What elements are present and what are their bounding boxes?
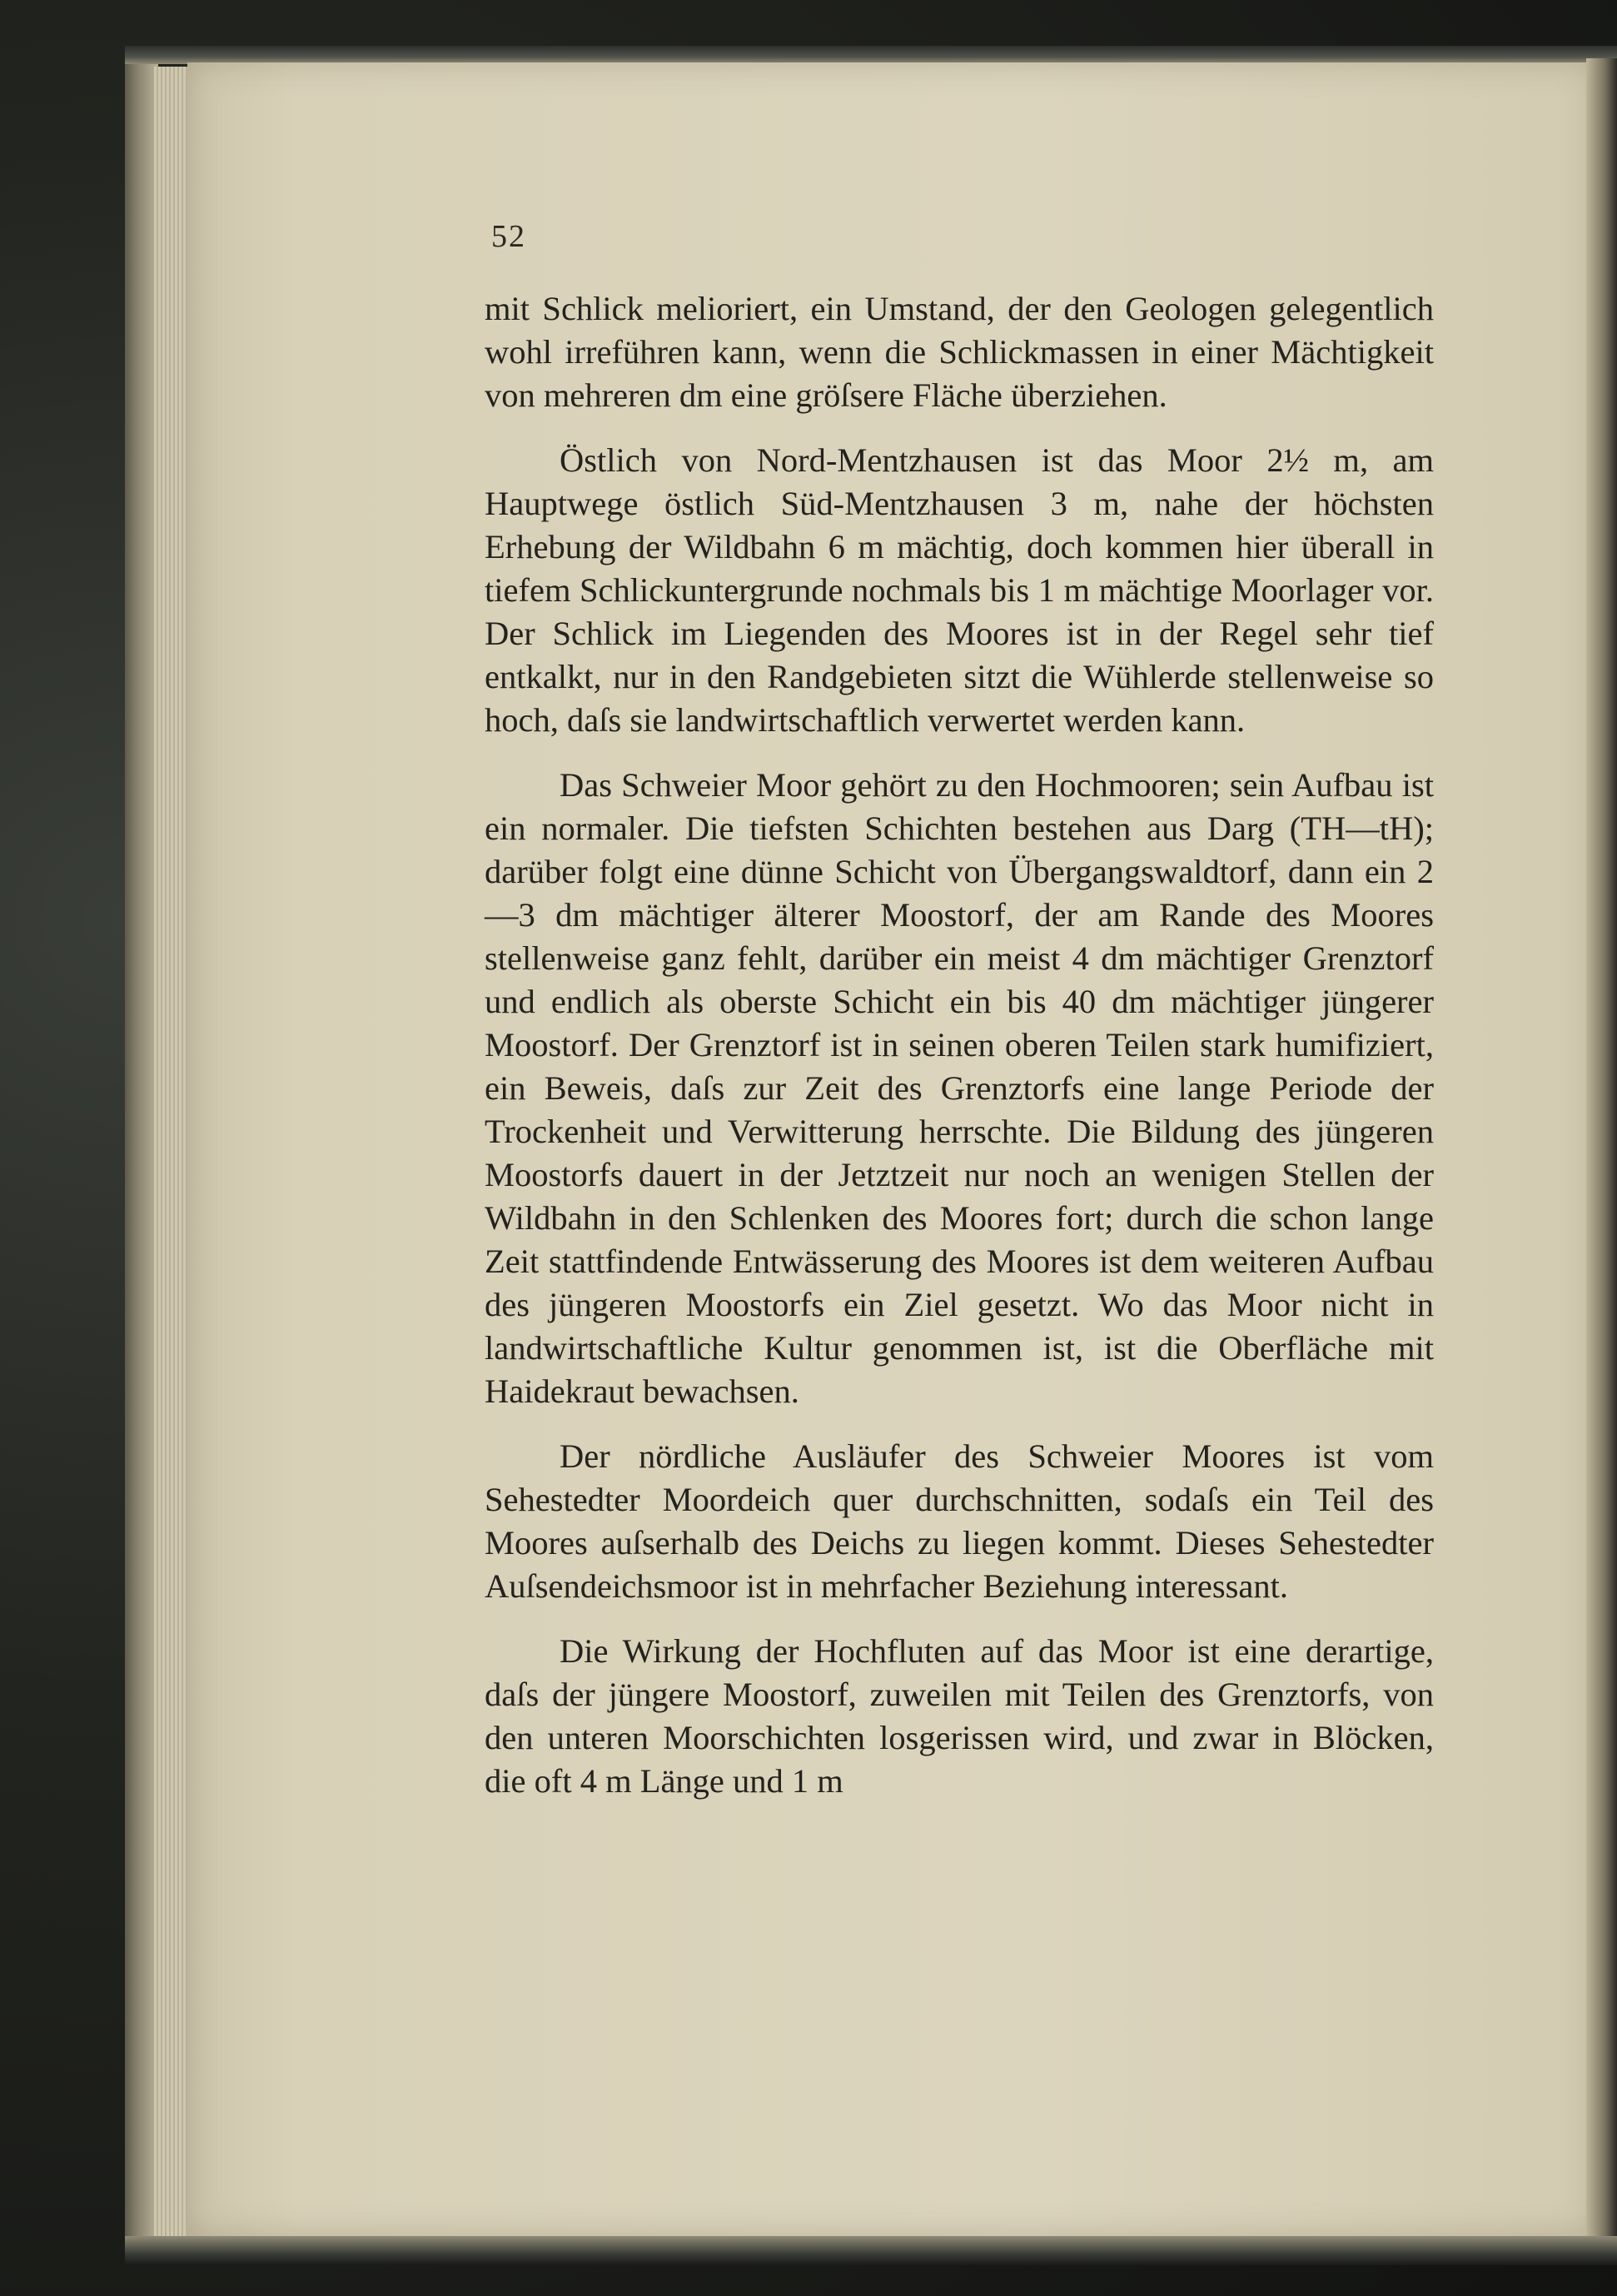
paragraph-5: Die Wirkung der Hochfluten auf das Moor ist eine derartige, daſs der jüngere Moostorf, zuweilen mit Teilen des Grenztorfs, von den unteren Moorschichten losgerissen wird, und zwar in Blöcken, die oft 4 m Länge und 1 m [485, 1632, 1434, 1800]
book-spine-edge [125, 46, 158, 2244]
paragraph-3: Das Schweier Moor gehört zu den Hochmooren; sein Aufbau ist ein normaler. Die tiefsten Schichten bestehen aus Darg (TH—tH); darüber folgt eine dünne Schicht von Übergangswaldtorf, dann ein 2—3 dm mächtiger älterer Moostorf, der am Rande des Moores stellenweise ganz fehlt, darüber ein meist 4 dm mächtiger Grenztorf und endlich als oberste Schicht ein bis 40 dm mächtiger jüngerer Moostorf. Der Grenztorf ist in seinen oberen Teilen stark humifiziert, ein Beweis, daſs zur Zeit des Grenztorfs eine lange Periode der Trockenheit und Verwitterung herrschte. Die Bildung des jüngeren Moostorfs dauert in der Jetztzeit nur noch an wenigen Stellen der Wildbahn in den Schlenken des Moores fort; durch die schon lange Zeit stattfindende Entwässerung des Moores ist dem weiteren Aufbau des jüngeren Moostorfs ein Ziel gesetzt. Wo das Moor nicht in landwirtschaftliche Kultur genommen ist, ist die Oberfläche mit Haidekraut bewachsen. [485, 766, 1434, 1410]
paragraph-1: mit Schlick melioriert, ein Umstand, der den Geologen gelegentlich wohl irreführen kann, wenn die Schlickmassen in einer Mächtigkeit von mehreren dm eine gröſsere Fläche überziehen. [485, 290, 1434, 414]
paragraph-2: Östlich von Nord-Mentzhausen ist das Moor 2½ m, am Hauptwege östlich Süd-Mentzhausen 3 m, nahe der höchsten Erhebung der Wildbahn 6 m mächtig, doch kommen hier überall in tiefem Schlickuntergrunde nochmals bis 1 m mächtige Moorlager vor. Der Schlick im Liegenden des Moores ist in der Regel sehr tief entkalkt, nur in den Randgebieten sitzt die Wühlerde stellenweise so hoch, daſs sie landwirtschaftlich verwertet werden kann. [485, 441, 1434, 739]
paragraph-4: Der nördliche Ausläufer des Schweier Moores ist vom Sehestedter Moordeich quer durchschnitten, sodaſs ein Teil des Moores auſserhalb des Deichs zu liegen kommt. Dieses Sehestedter Auſsendeichsmoor ist in mehrfacher Beziehung interessant. [485, 1437, 1434, 1605]
page-stack-edge [154, 67, 192, 2240]
page-number: 52 [491, 219, 526, 254]
book-top-edge [125, 46, 1617, 64]
body-text [485, 287, 1434, 1825]
page-right-edge [1586, 58, 1617, 2244]
book-bottom-edge [125, 2236, 1617, 2265]
